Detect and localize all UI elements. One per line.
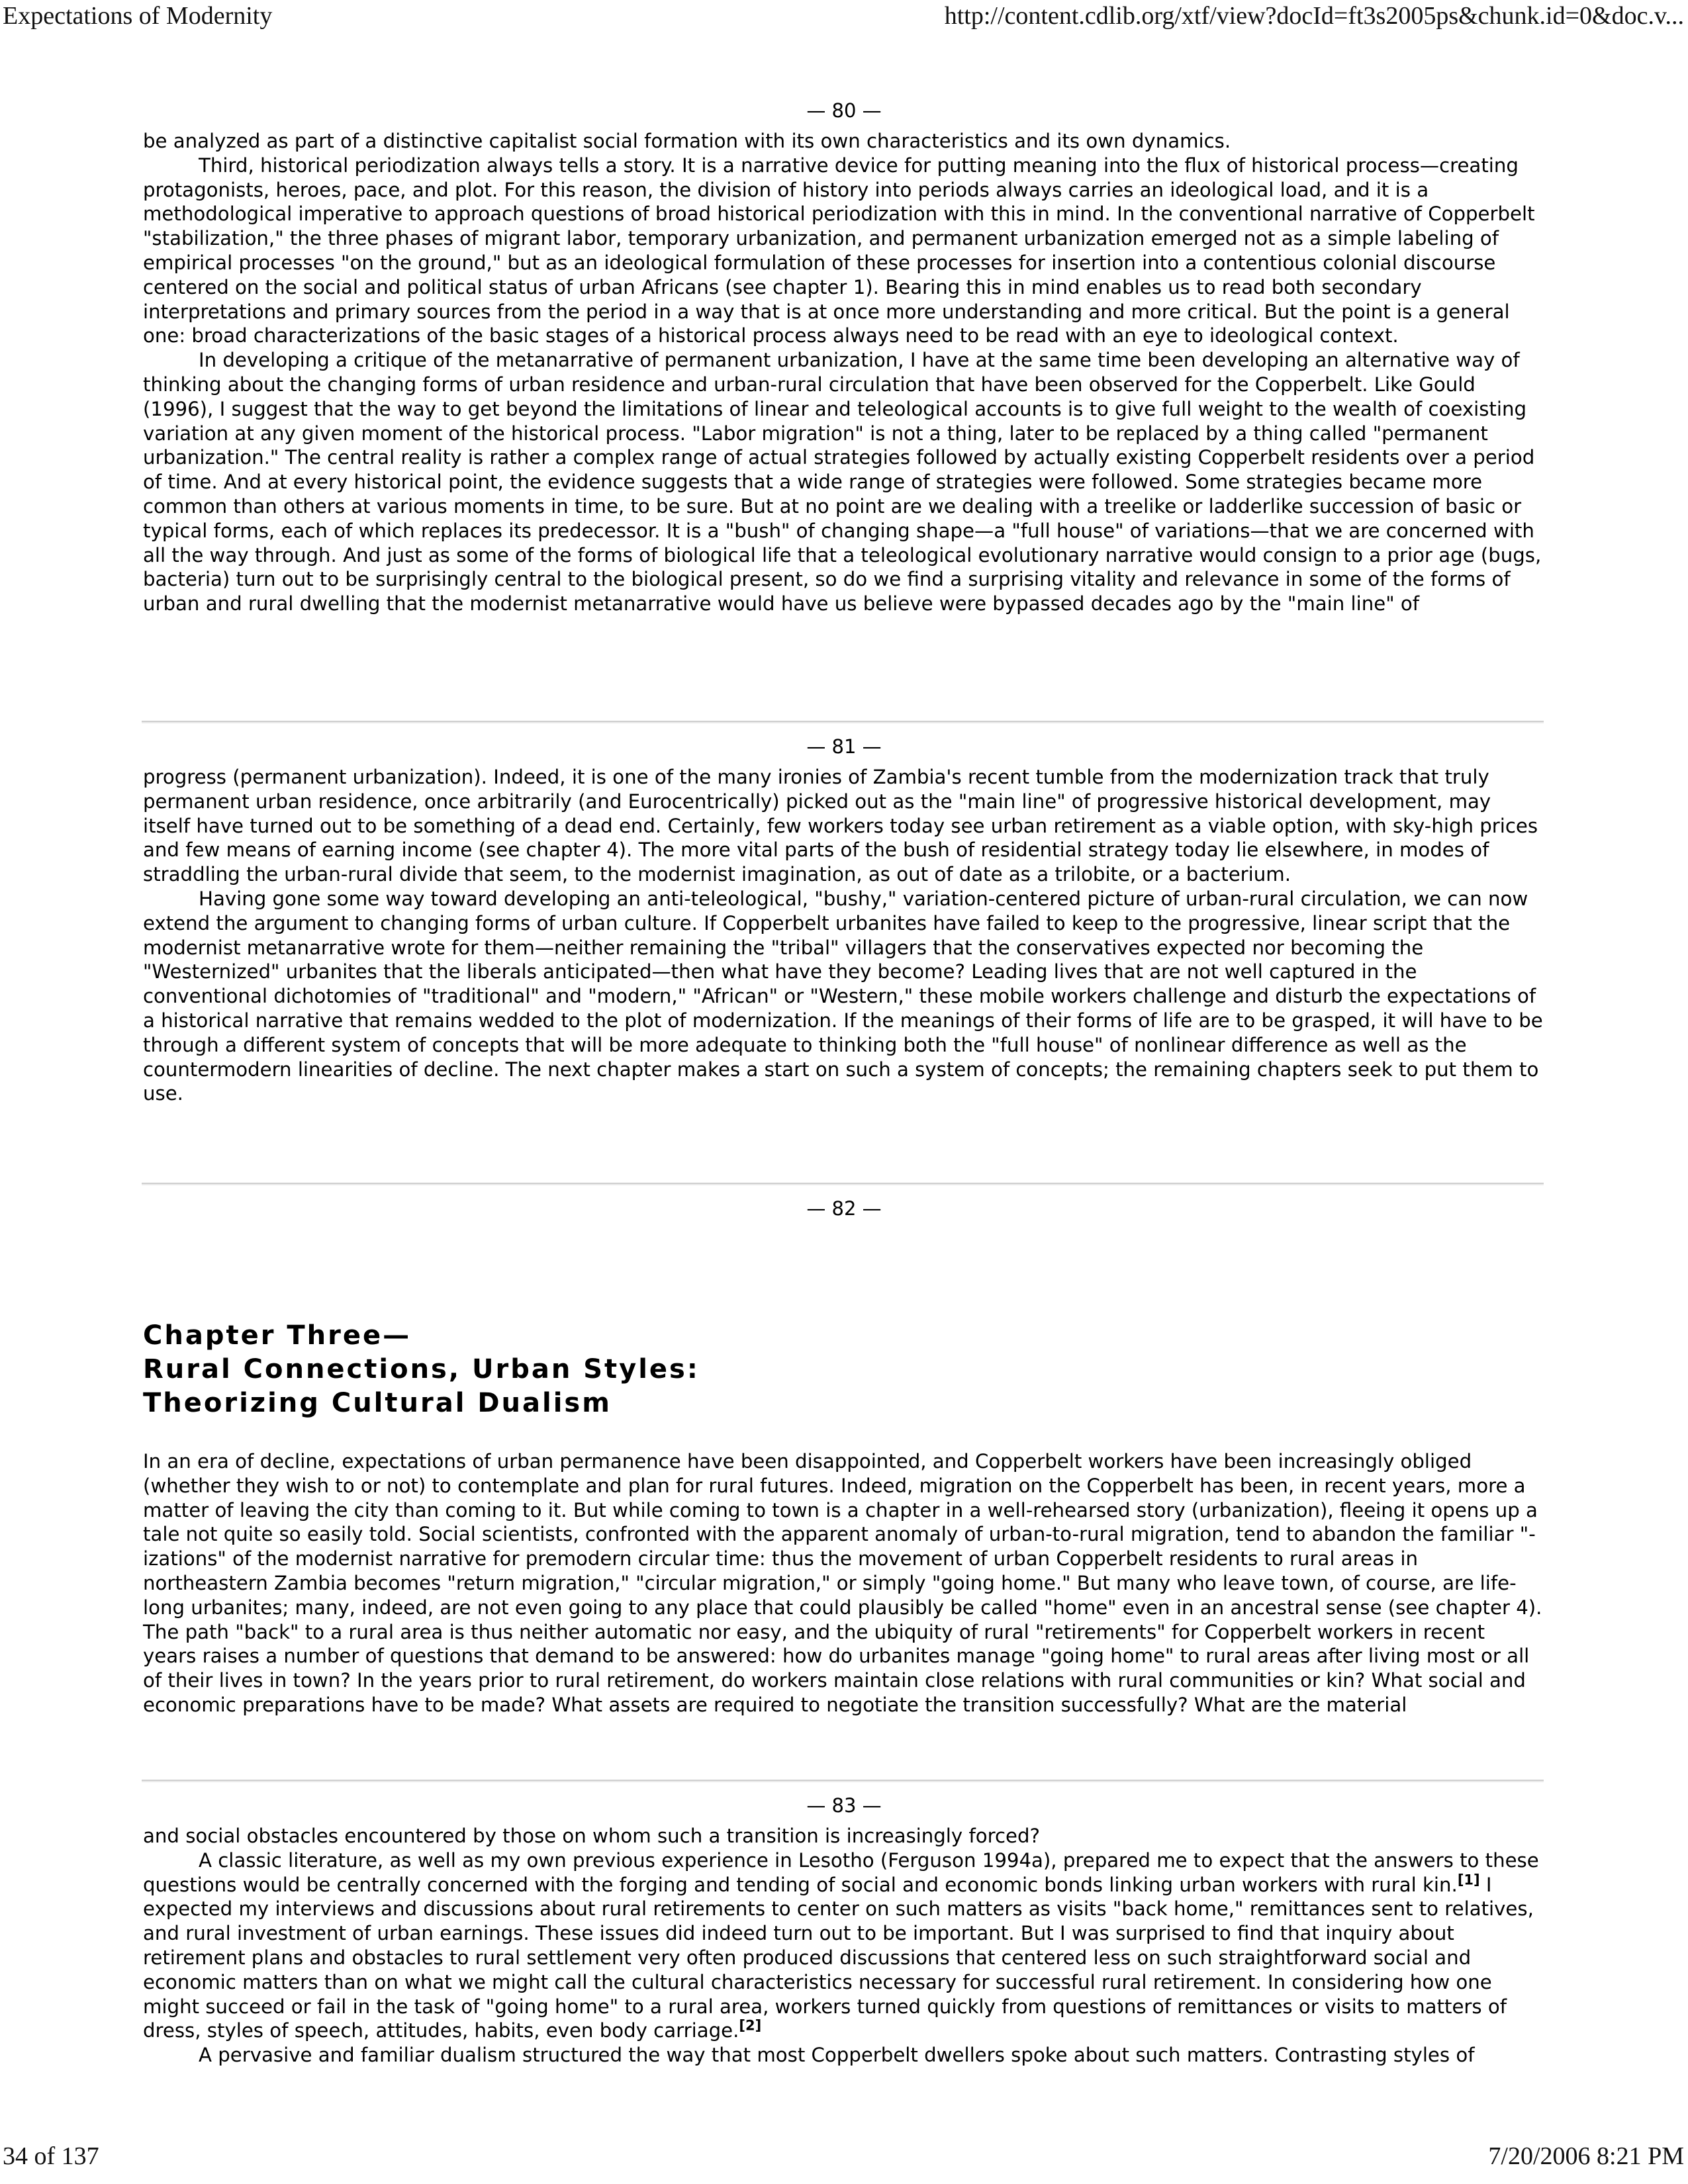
paragraph: be analyzed as part of a distinctive capitalist social formation with its own characteristics and its own dynamics. xyxy=(143,130,1231,152)
footnote-link[interactable]: [2] xyxy=(739,2017,762,2034)
page-number-80: — 80 — xyxy=(806,99,882,122)
paragraph: Third, historical periodization always tells a story. It is a narrative device for putting meaning into the flux of historical process—creating protagonists, heroes, pace, and plot. For this reason, the division of history into periods always carries an ideological load, and it is a methodological imperative to approach questions of broad historical periodization with this in mind. In the conventional narrative of Copperbelt "stabilization," the three phases of migrant labor, temporary urbanization, and permanent urbanization emerged not as a simple labeling of empirical processes "on the ground," but as an ideological formulation of these processes for insertion into a contentious colonial discourse centered on the social and political status of urban Africans (see chapter 1). Bearing this in mind enables us to read both secondary interpretations and primary sources from the period in a way that is at once more understanding and more critical. But the point is a general one: broad characterizations of the basic stages of a historical process always need to be read with an eye to ideological context. xyxy=(143,154,1535,347)
page-number-81: — 81 — xyxy=(806,735,882,758)
chapter-title-line: Rural Connections, Urban Styles: xyxy=(143,1354,700,1385)
chapter-title-line: Chapter Three— xyxy=(143,1320,412,1351)
page-separator xyxy=(142,721,1544,723)
page-separator xyxy=(142,1780,1544,1782)
paragraph: Having gone some way toward developing an anti-teleological, "bushy," variation-centered picture of urban-rural circulation, we can now extend the argument to changing forms of urban culture. If Copperbelt urbanites have failed to keep to the progressive, linear script that the modernist metanarrative wrote for them—neither remaining the "tribal" villagers that the conservatives expected nor becoming the "Westernized" urbanites that the liberals anticipated—then what have they become? Leading lives that are not well captured in the conventional dichotomies of "traditional" and "modern," "African" or "Western," these mobile workers challenge and disturb the expectations of a historical narrative that remains wedded to the plot of modernization. If the meanings of their forms of life are to be grasped, it will have to be through a different system of concepts that will be more adequate to thinking both the "full house" of nonlinear difference as well as the countermodern linearities of decline. The next chapter makes a start on such a system of concepts; the remaining chapters seek to put them to use. xyxy=(143,887,1543,1105)
page-count: 34 of 137 xyxy=(3,2142,99,2170)
chapter-title xyxy=(143,1319,1544,1420)
chapter-title-line: Theorizing Cultural Dualism xyxy=(143,1388,612,1418)
paragraph: A pervasive and familiar dualism structured the way that most Copperbelt dwellers spoke about such matters. Contrasting styles of xyxy=(199,2044,1475,2067)
page-82-text xyxy=(143,1449,1544,1717)
page-number-83: — 83 — xyxy=(806,1794,882,1817)
paragraph: In developing a critique of the metanarrative of permanent urbanization, I have at the same time been developing an alternative way of thinking about the changing forms of urban residence and urban-rural circulation that have been observed for the Copperbelt. Like Gould (1996), I suggest that the way to get beyond the limitations of linear and teleological accounts is to give full weight to the wealth of coexisting variation at any given moment of the historical process. "Labor migration" is not a thing, later to be replaced by a thing called "permanent urbanization." The central reality is rather a complex range of actual strategies followed by actually existing Copperbelt residents over a period of time. And at every historical point, the evidence suggests that a wide range of strategies were followed. Some strategies became more common than others at various moments in time, to be sure. But at no point are we dealing with a treelike or ladderlike succession of basic or typical forms, each of which replaces its predecessor. It is a "bush" of changing shape—a "full house" of variations—that we are concerned with all the way through. And just as some of the forms of biological life that a teleological evolutionary narrative would consign to a prior age (bugs, bacteria) turn out to be surprisingly central to the biological present, so do we find a surprising vitality and relevance in some of the forms of urban and rural dwelling that the modernist metanarrative would have us believe were bypassed decades ago by the "main line" of xyxy=(143,349,1542,615)
page-83-text xyxy=(143,1824,1544,2068)
document-title: Expectations of Modernity xyxy=(3,2,273,30)
footnote-link[interactable]: [1] xyxy=(1457,1870,1480,1888)
source-url[interactable]: http://content.cdlib.org/xtf/view?docId=ft3s2005ps&chunk.id=0&doc.v... xyxy=(944,2,1684,30)
paragraph: In an era of decline, expectations of urban permanence have been disappointed, and Copperbelt workers have been increasingly obliged (whether they wish to or not) to contemplate and plan for rural futures. Indeed, migration on the Copperbelt has been, in recent years, more a matter of leaving the city than coming to it. But while coming to town is a chapter in a well-rehearsed story (urbanization), fleeing it opens up a tale not quite so easily told. Social scientists, confronted with the apparent anomaly of urban-to-rural migration, tend to abandon the familiar "-izations" of the modernist narrative for premodern circular time: thus the movement of urban Copperbelt residents to rural areas in northeastern Zambia becomes "return migration," "circular migration," or simply "going home." But many who leave town, of course, are life-long urbanites; many, indeed, are not even going to any place that could plausibly be called "home" even in an ancestral sense (see chapter 4). The path "back" to a rural area is thus neither automatic nor easy, and the ubiquity of rural "retirements" for Copperbelt workers in recent years raises a number of questions that demand to be answered: how do urbanites manage "going home" to rural areas after living most or all of their lives in town? In the years prior to rural retirement, do workers maintain close relations with rural communities or kin? What social and economic preparations have to be made? What assets are required to negotiate the transition successfully? What are the material xyxy=(143,1450,1542,1716)
paragraph-text: A classic literature, as well as my own previous experience in Lesotho (Ferguson 1994a), prepared me to expect that the answers to these questions would be centrally concerned with the forging and tending of social and economic bonds linking urban workers with rural kin. xyxy=(143,1848,1539,1896)
paragraph-text: I expected my interviews and discussions about rural retirements to center on such matters as visits "back home," remittances sent to relatives, and rural investment of urban earnings. These issues did indeed turn out to be important. But I was surprised to find that inquiry about retirement plans and obstacles to rural settlement very often produced discussions that centered less on such straightforward social and economic matters than on what we might call the cultural characteristics necessary for successful rural retirement. In considering how one might succeed or fail in the task of "going home" to a rural area, workers turned quickly from questions of remittances or visits to matters of dress, styles of speech, attitudes, habits, even body carriage. xyxy=(143,1873,1534,2042)
page-81-text xyxy=(143,765,1544,1106)
paragraph xyxy=(143,1848,1544,2043)
print-timestamp: 7/20/2006 8:21 PM xyxy=(1488,2142,1684,2170)
paragraph: progress (permanent urbanization). Indeed, it is one of the many ironies of Zambia's recent tumble from the modernization track that truly permanent urban residence, once arbitrarily (and Eurocentrically) picked out as the "main line" of progressive historical development, may itself have turned out to be something of a dead end. Certainly, few workers today see urban retirement as a viable option, with sky-high prices and few means of earning income (see chapter 4). The more vital parts of the bush of residential strategy today lie elsewhere, in modes of straddling the urban-rural divide that seem, to the modernist imagination, as out of date as a trilobite, or a bacterium. xyxy=(143,766,1538,886)
page-number-82: — 82 — xyxy=(806,1197,882,1220)
page-separator xyxy=(142,1183,1544,1185)
page-80-text xyxy=(143,129,1544,616)
paragraph: and social obstacles encountered by those on whom such a transition is increasingly forced? xyxy=(143,1825,1040,1847)
